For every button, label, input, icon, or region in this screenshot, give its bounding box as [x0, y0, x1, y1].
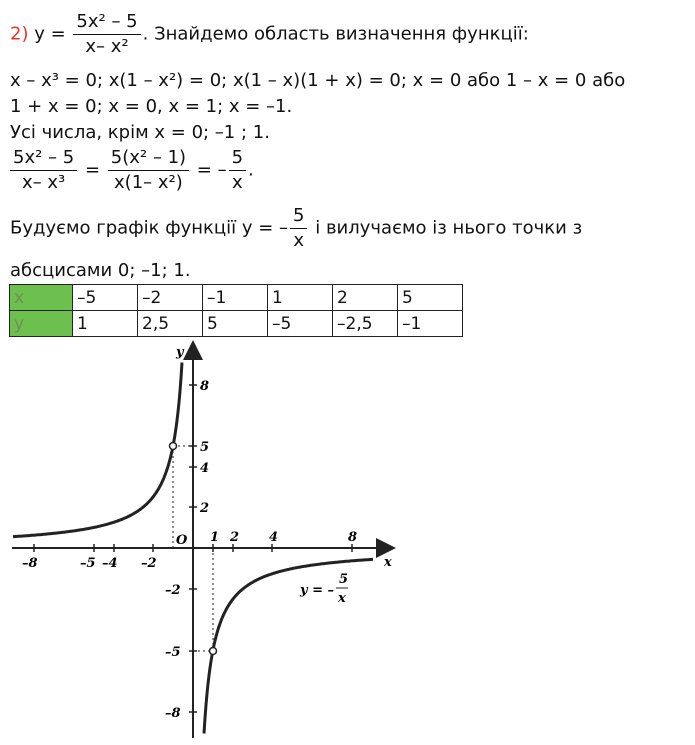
tick-label: 2: [230, 530, 240, 545]
curve-label-den: x: [338, 591, 346, 606]
problem-line: [10, 12, 529, 57]
table-cell: 2: [333, 285, 398, 311]
excluded-point: [170, 443, 177, 450]
table-cell: 5: [398, 285, 463, 311]
table-cell: 1: [268, 285, 333, 311]
tick-label: –2: [141, 556, 157, 571]
tick-label: –4: [102, 556, 118, 571]
origin-label: O: [176, 533, 188, 548]
tick-label: 5: [200, 440, 210, 455]
table-cell: –2: [138, 285, 203, 311]
table-cell: –1: [203, 285, 268, 311]
tick-label: –2: [165, 583, 181, 598]
table-cell: –5: [73, 285, 138, 311]
table-row: [10, 285, 463, 311]
build-line: [10, 206, 582, 251]
tick-label: –8: [165, 706, 181, 721]
solution-line-2: 1 + x = 0; x = 0, x = 1; x = –1.: [10, 96, 293, 117]
simplify-numerator-2: 5(x² – 1): [108, 148, 189, 171]
build-text-a: Будуємо графік функції y = –: [10, 217, 289, 239]
tick-label: –5: [165, 645, 181, 660]
fraction-denominator: x– x²: [85, 36, 129, 57]
problem-tail: . Знайдемо область визначення функції:: [142, 23, 529, 45]
table-cell: –2,5: [333, 311, 398, 337]
period: .: [248, 159, 254, 181]
simplify-numerator-1: 5x² – 5: [10, 148, 77, 171]
table-row: [10, 311, 463, 337]
table-cell: –5: [268, 311, 333, 337]
build-text-b: і вилучаємо із нього точки з: [315, 217, 583, 239]
tick-label: –5: [80, 556, 96, 571]
curve-label-num: 5: [339, 572, 349, 587]
y-axis-label: y: [176, 345, 184, 360]
table-cell: 5: [203, 311, 268, 337]
simplify-denominator-1: x– x³: [21, 172, 66, 193]
build-fraction: [290, 206, 307, 251]
fraction-numerator: 5x² – 5: [73, 12, 140, 35]
tick-label: 1: [210, 530, 220, 545]
tick-label: 4: [269, 530, 279, 545]
equals-sign: =: [84, 159, 101, 181]
hyperbola-graph: [0, 340, 695, 745]
tick-label: 8: [348, 530, 358, 545]
left-branch: [13, 363, 182, 537]
domain-line: Усі числа, крім x = 0; –1 ; 1.: [10, 122, 270, 143]
function-fraction: [73, 12, 140, 57]
build-numerator: 5: [290, 206, 307, 229]
tick-label: –8: [22, 556, 38, 571]
equals-minus: = –: [196, 159, 227, 181]
simplify-fraction-2: [108, 148, 189, 193]
tick-label: 4: [200, 461, 210, 476]
simplify-fraction-3: [229, 148, 246, 193]
values-table: [9, 284, 463, 337]
problem-number: 2): [10, 23, 29, 45]
y-equals: y =: [34, 23, 66, 45]
y-header: y: [10, 311, 73, 337]
build-denominator: x: [293, 230, 305, 251]
x-header: x: [10, 285, 73, 311]
tick-label: 8: [200, 379, 210, 394]
build-line-2: абсцисами 0; –1; 1.: [10, 260, 191, 281]
simplify-denominator-2: x(1– x²): [114, 172, 183, 193]
simplification: [8, 148, 254, 193]
simplify-numerator-3: 5: [229, 148, 246, 171]
table-cell: 1: [73, 311, 138, 337]
table-cell: –1: [398, 311, 463, 337]
solution-line-1: x – x³ = 0; x(1 – x²) = 0; x(1 – x)(1 + x) = 0; x = 0 або 1 – x = 0 або: [10, 70, 626, 91]
simplify-fraction-1: [10, 148, 77, 193]
tick-label: 2: [200, 501, 210, 516]
curve-label: y = –: [300, 583, 334, 598]
excluded-point: [210, 648, 217, 655]
table-cell: 2,5: [138, 311, 203, 337]
x-axis-label: x: [384, 555, 392, 570]
simplify-denominator-3: x: [231, 172, 243, 193]
